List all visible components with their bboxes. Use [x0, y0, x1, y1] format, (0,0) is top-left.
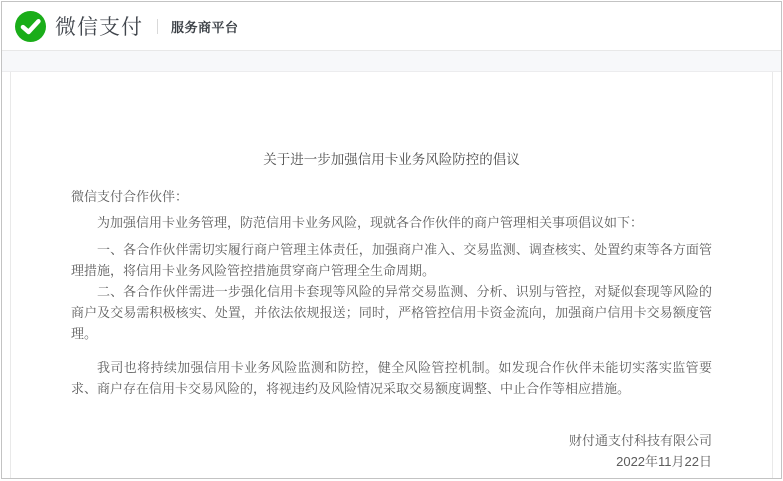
paragraph-intro: 为加强信用卡业务管理，防范信用卡业务风险，现就各合作伙伴的商户管理相关事项倡议如下： [97, 215, 644, 230]
announcement-document [11, 72, 772, 472]
top-header [2, 2, 781, 51]
paragraph-item-1: 一、各合作伙伴需切实履行商户管理主体责任，加强商户准入、交易监测、调查核实、处置约束等各方面管理措施，将信用卡业务风险管控措施贯穿商户管理全生命周期。 [71, 242, 712, 278]
portal-label[interactable]: 服务商平台 [171, 19, 239, 35]
content-card [10, 72, 773, 478]
wechat-pay-logo-icon[interactable] [15, 11, 46, 42]
signature-company: 财付通支付科技有限公司 [568, 433, 712, 448]
header-divider [157, 19, 158, 34]
signature-date: 2022年11月22日 [616, 454, 712, 469]
page [1, 1, 782, 479]
salutation: 微信支付合作伙伴： [71, 189, 189, 204]
document-title: 关于进一步加强信用卡业务风险防控的倡议 [263, 152, 520, 167]
brand-wordmark[interactable]: 微信支付 [55, 16, 143, 39]
paragraph-closing: 我司也将持续加强信用卡业务风险监测和防控，健全风险管控机制。如发现合作伙伴未能切实落实监管要求、商户存在信用卡交易风险的，将视违约及风险情况采取交易额度调整、中止合作等相应措施。 [71, 360, 712, 396]
signature-block [71, 430, 712, 472]
paragraph-item-2: 二、各合作伙伴需进一步强化信用卡套现等风险的异常交易监测、分析、识别与管控，对疑似套现等风险的商户及交易需积极核实、处置，并依法依规报送；同时，严格管控信用卡资金流向，加强商户信用卡交易额度管理。 [71, 284, 712, 341]
subnav-bar [2, 51, 781, 72]
